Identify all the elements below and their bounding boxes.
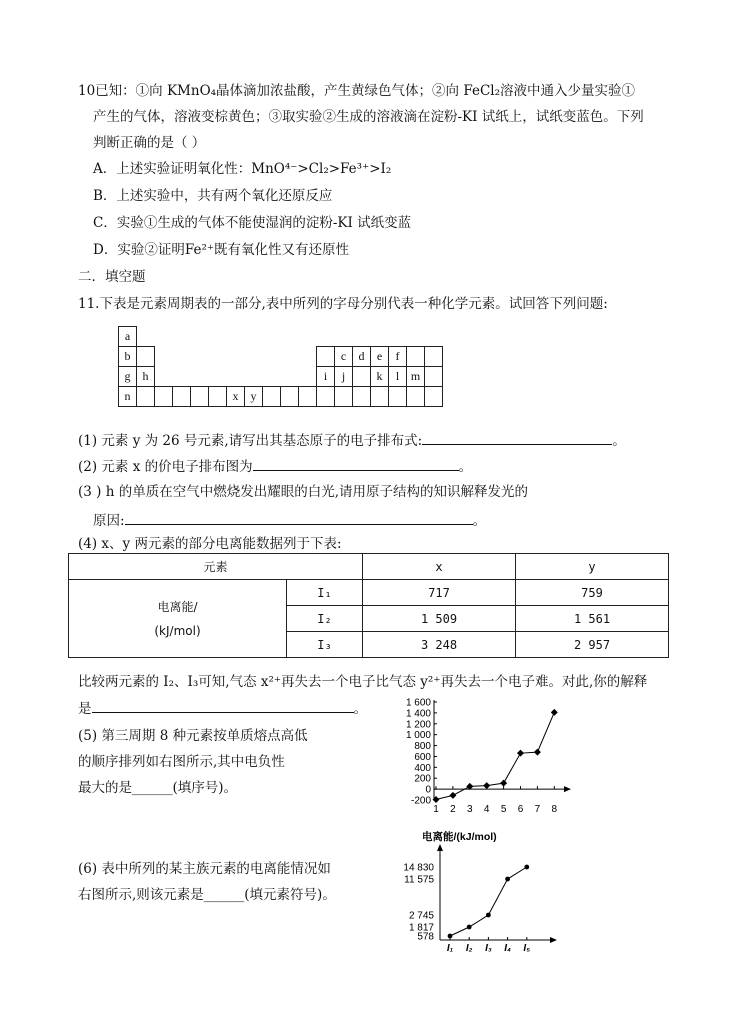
x-tick-label: 8	[551, 804, 558, 815]
element-cell	[209, 347, 227, 367]
element-cell	[155, 347, 173, 367]
x-tick-label: 5	[500, 804, 507, 815]
element-cell	[335, 387, 353, 407]
element-cell	[173, 387, 191, 407]
element-cell	[353, 387, 371, 407]
element-cell	[209, 387, 227, 407]
data-point	[517, 750, 524, 757]
data-point	[486, 913, 491, 918]
element-cell	[155, 327, 173, 347]
element-cell	[371, 387, 389, 407]
data-point	[449, 792, 456, 799]
element-cell-h: h	[137, 367, 155, 387]
data-point	[534, 749, 541, 756]
q11-part-3-line-2	[93, 510, 486, 530]
y-tick-label: 1 200	[405, 719, 431, 731]
answer-blank-3[interactable]	[125, 510, 473, 525]
element-cell	[155, 387, 173, 407]
element-cell	[353, 367, 371, 387]
chart-title: 电离能/(kJ/mol)	[422, 831, 497, 843]
x-tick-label: I₅	[523, 943, 531, 954]
q10-option-b: B．上述实验中，共有两个氧化还原反应	[93, 188, 333, 204]
header-element: 元素	[69, 554, 363, 580]
element-cell-m: m	[407, 367, 425, 387]
series-line	[436, 712, 554, 799]
element-cell	[299, 327, 317, 347]
answer-blank-4[interactable]	[92, 698, 354, 713]
q11-part-6-line-2: 右图所示,则该元素是______(填元素符号)。	[78, 887, 336, 903]
element-cell	[407, 347, 425, 367]
element-cell	[209, 367, 227, 387]
y-axis-arrow	[437, 844, 443, 851]
melting-point-chart	[392, 696, 582, 822]
element-cell	[173, 347, 191, 367]
element-cell	[299, 367, 317, 387]
periodic-table-fragment	[118, 326, 443, 407]
q11-part-1	[78, 430, 626, 450]
q11-compare-label: 是	[78, 701, 92, 717]
data-point	[505, 877, 510, 882]
x-tick-label: I₂	[465, 943, 473, 954]
element-cell	[191, 367, 209, 387]
element-cell	[155, 367, 173, 387]
periodic-row	[119, 347, 443, 367]
element-cell	[371, 327, 389, 347]
element-cell-f: f	[389, 347, 407, 367]
element-cell-e: e	[371, 347, 389, 367]
q11-compare-line-2	[78, 698, 367, 718]
periodic-row	[119, 367, 443, 387]
element-cell	[425, 367, 443, 387]
q10-option-d: D．实验②证明Fe²⁺既有氧化性又有还原性	[93, 242, 349, 258]
x-tick-label: I₁	[446, 943, 454, 954]
data-point	[551, 709, 558, 716]
element-cell	[173, 367, 191, 387]
header-y: y	[516, 554, 669, 580]
data-point	[467, 925, 472, 930]
table-row	[69, 580, 669, 606]
q11-part-5-line-1: (5) 第三周期 8 种元素按单质熔点高低	[78, 728, 308, 744]
element-cell-l: l	[389, 367, 407, 387]
element-cell	[299, 347, 317, 367]
element-cell	[317, 387, 335, 407]
q10-option-a: A．上述实验证明氧化性：MnO⁴⁻>Cl₂>Fe³⁺>I₂	[93, 161, 392, 177]
q10-option-c: C．实验①生成的气体不能使湿润的淀粉-KI 试纸变蓝	[93, 215, 412, 231]
x-tick-label: 6	[517, 804, 524, 815]
x-tick-label: 1	[433, 804, 439, 815]
data-point	[500, 780, 507, 787]
element-cell-b: b	[119, 347, 137, 367]
element-cell	[281, 327, 299, 347]
element-cell	[407, 327, 425, 347]
element-cell-n: n	[119, 387, 137, 407]
element-cell	[245, 327, 263, 347]
ionization-energy-table	[68, 553, 669, 658]
element-cell	[263, 327, 281, 347]
element-cell	[317, 347, 335, 367]
y-tick-label: 2 745	[408, 910, 434, 922]
y-tick-label: 800	[414, 741, 431, 753]
element-cell	[137, 327, 155, 347]
element-cell	[191, 327, 209, 347]
x-tick-label: 2	[450, 804, 456, 815]
y-tick-label: 14 830	[403, 862, 434, 874]
y-tick-label: 1 817	[408, 922, 434, 934]
element-cell	[317, 327, 335, 347]
element-cell	[281, 387, 299, 407]
y-tick-label: 600	[414, 751, 431, 763]
element-cell	[209, 327, 227, 347]
ionization-x-value: 3 248	[363, 632, 516, 658]
q11-part-2	[78, 456, 472, 476]
element-cell	[335, 327, 353, 347]
element-cell	[227, 347, 245, 367]
element-cell	[173, 327, 191, 347]
answer-blank-1[interactable]	[422, 430, 612, 445]
ionization-name: I₁	[287, 580, 363, 606]
q11-part-6-line-1: (6) 表中所列的某主族元素的电离能情况如	[78, 861, 331, 877]
element-cell	[281, 367, 299, 387]
y-tick-label: 200	[414, 773, 431, 785]
x-tick-label: I₃	[485, 943, 492, 954]
q11-part-4: (4) x、y 两元素的部分电离能数据列于下表:	[78, 536, 342, 552]
x-tick-label: 3	[467, 804, 473, 815]
data-point	[483, 782, 490, 789]
element-cell	[389, 327, 407, 347]
periodic-row	[119, 387, 443, 407]
table-row	[69, 554, 669, 580]
section-title: 二．填空题	[78, 269, 146, 285]
element-cell-x: x	[227, 387, 245, 407]
element-cell	[263, 347, 281, 367]
q11-part-2-text: (2) 元素 x 的价电子排布图为	[78, 459, 253, 475]
element-cell	[281, 347, 299, 367]
ionization-energy-chart	[388, 828, 558, 954]
element-cell	[227, 327, 245, 347]
q11-part-3: (3 ) h 的单质在空气中燃烧发出耀眼的白光,请用原子结构的知识解释发光的	[78, 484, 528, 500]
q10-line-3: 判断正确的是（ ）	[93, 135, 206, 151]
x-axis-arrow	[550, 937, 557, 943]
y-tick-label: 11 575	[404, 874, 434, 886]
element-cell	[425, 387, 443, 407]
element-cell	[407, 387, 425, 407]
row-label-line-1: 电离能/	[157, 599, 198, 614]
row-label	[69, 580, 287, 658]
series-line	[450, 867, 527, 936]
q11-part-1-end: 。	[612, 433, 626, 449]
element-cell	[227, 367, 245, 387]
element-cell-d: d	[353, 347, 371, 367]
x-tick-label: I₄	[504, 943, 511, 954]
element-cell	[425, 347, 443, 367]
element-cell-k: k	[371, 367, 389, 387]
answer-blank-2[interactable]	[253, 456, 459, 471]
data-point	[524, 865, 529, 870]
ionization-y-value: 2 957	[516, 632, 669, 658]
y-tick-label: 400	[414, 762, 431, 774]
q11-part-5-line-2: 的顺序排列如右图所示,其中电负性	[78, 754, 285, 770]
q11-part-1-text: (1) 元素 y 为 26 号元素,请写出其基态原子的电子排布式:	[78, 433, 423, 449]
y-tick-label: 1 600	[405, 697, 431, 709]
ionization-x-value: 1 509	[363, 606, 516, 632]
element-cell	[263, 387, 281, 407]
y-tick-label: -200	[410, 795, 431, 807]
element-cell	[191, 387, 209, 407]
ionization-name: I₃	[287, 632, 363, 658]
element-cell	[389, 387, 407, 407]
element-cell	[263, 367, 281, 387]
element-cell	[299, 387, 317, 407]
y-tick-label: 0	[425, 784, 431, 796]
x-tick-label: 7	[534, 804, 541, 815]
q11-compare-text: 比较两元素的 I₂、I₃可知,气态 x²⁺再失去一个电子比气态 y²⁺再失去一个电子难。对此,你的解释	[78, 674, 648, 690]
ionization-x-value: 717	[363, 580, 516, 606]
q10-line-2: 产生的气体，溶液变棕黄色；③取实验②生成的溶液滴在淀粉-KI 试纸上，试纸变蓝色。下列	[93, 109, 644, 125]
element-cell-c: c	[335, 347, 353, 367]
element-cell-g: g	[119, 367, 137, 387]
element-cell	[245, 367, 263, 387]
element-cell	[137, 387, 155, 407]
element-cell-a: a	[119, 327, 137, 347]
element-cell	[191, 347, 209, 367]
element-cell	[245, 347, 263, 367]
element-cell-i: i	[317, 367, 335, 387]
q11-part-3-reason-label: 原因:	[93, 513, 125, 529]
element-cell	[425, 327, 443, 347]
element-cell	[137, 347, 155, 367]
y-tick-label: 1 000	[405, 730, 431, 742]
x-tick-label: 4	[483, 804, 490, 815]
header-x: x	[363, 554, 516, 580]
element-cell-j: j	[335, 367, 353, 387]
q11-intro: 11.下表是元素周期表的一部分,表中所列的字母分别代表一种化学元素。试回答下列问题:	[78, 296, 608, 312]
q11-part-3-end: 。	[472, 513, 487, 529]
row-label-line-2: (kJ/mol)	[154, 623, 201, 638]
periodic-row	[119, 327, 443, 347]
y-tick-label: 1 400	[405, 708, 431, 720]
q11-compare-end: 。	[353, 701, 367, 717]
ionization-name: I₂	[287, 606, 363, 632]
y-tick-label: 578	[417, 931, 434, 943]
element-cell-y: y	[245, 387, 263, 407]
q11-part-5-line-3: 最大的是______(填序号)。	[78, 780, 238, 796]
ionization-y-value: 759	[516, 580, 669, 606]
q10-line-1: 10已知：①向 KMnO₄晶体滴加浓盐酸，产生黄绿色气体；②向 FeCl₂溶液中通入少量实验①	[78, 83, 636, 99]
q11-part-2-end: 。	[458, 459, 473, 475]
ionization-y-value: 1 561	[516, 606, 669, 632]
x-axis-arrow	[564, 786, 571, 792]
element-cell	[353, 327, 371, 347]
